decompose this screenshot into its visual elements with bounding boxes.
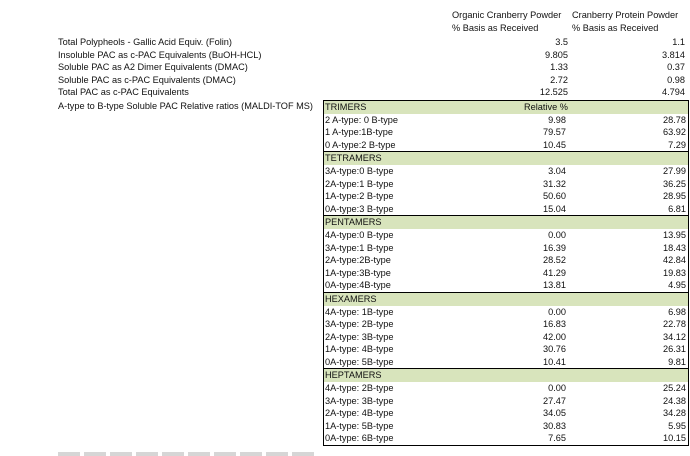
organic-value: 16.83: [543, 319, 566, 330]
organic-value: 2.72: [550, 74, 568, 85]
table-row: [324, 420, 688, 433]
organic-value: 27.47: [543, 395, 566, 406]
table-row: [324, 139, 688, 152]
protein-value: 1.1: [672, 37, 685, 47]
ratio-name: 2 A-type: 0 B-type: [325, 114, 399, 125]
column-header-subtitle: % Basis as Received: [452, 23, 539, 33]
protein-value: 26.31: [663, 344, 686, 355]
protein-value: 34.12: [663, 331, 686, 342]
organic-value: 12.525: [539, 87, 568, 98]
summary-label: Insoluble PAC as c-PAC Equivalents (BuOH-HCL): [58, 49, 262, 60]
ratio-name: 3A-type: 3B-type: [325, 395, 394, 406]
ratio-name: 0 A-type:2 B-type: [325, 139, 396, 150]
table-row: [324, 254, 688, 267]
table-row: [324, 331, 688, 344]
summary-row: [0, 49, 690, 62]
summary-label: Soluble PAC as A2 Dimer Equivalents (DMAC): [58, 62, 248, 73]
summary-label: Total Polypheols - Gallic Acid Equiv. (Folin): [58, 37, 232, 47]
organic-value: 30.76: [543, 344, 566, 355]
organic-value: 42.00: [543, 331, 566, 342]
ratio-name: 1 A-type:1B-type: [325, 127, 393, 138]
ratio-name: 4A-type: 1B-type: [325, 306, 394, 317]
summary-label: Total PAC as c-PAC Equivalents: [58, 87, 189, 98]
ratio-name: 0A-type: 5B-type: [325, 356, 394, 367]
table-row: [324, 306, 688, 319]
ratio-name: 4A-type: 2B-type: [325, 383, 394, 394]
protein-value: 34.28: [663, 408, 686, 419]
organic-value: 41.29: [543, 267, 566, 278]
ratio-name: 4A-type:0 B-type: [325, 229, 394, 240]
protein-value: 4.794: [662, 87, 685, 98]
protein-value: 18.43: [663, 242, 686, 253]
organic-value: 28.52: [543, 255, 566, 266]
organic-value: 31.32: [543, 178, 566, 189]
protein-value: 6.81: [668, 203, 686, 214]
table-row: [324, 242, 688, 255]
ratio-name: 0A-type:4B-type: [325, 280, 391, 291]
organic-value: 3.5: [555, 37, 568, 47]
organic-value: 1.33: [550, 62, 568, 73]
organic-value: 15.04: [543, 203, 566, 214]
protein-value: 27.99: [663, 165, 686, 176]
section-title: TETRAMERS: [325, 153, 382, 164]
protein-value: 6.98: [668, 306, 686, 317]
table-row: [324, 407, 688, 420]
table-row: [324, 318, 688, 331]
protein-value: 7.29: [668, 139, 686, 150]
section-header: [324, 151, 688, 165]
table-row: [324, 229, 688, 242]
summary-label: Soluble PAC as c-PAC Equivalents (DMAC): [58, 74, 236, 85]
ratio-name: 3A-type: 2B-type: [325, 319, 394, 330]
protein-value: 9.81: [668, 356, 686, 367]
protein-value: 25.24: [663, 383, 686, 394]
organic-value: 9.98: [548, 114, 566, 125]
protein-value: 22.78: [663, 319, 686, 330]
protein-value: 36.25: [663, 178, 686, 189]
column-header-title: Organic Cranberry Powder: [452, 10, 562, 20]
protein-value: 63.92: [663, 127, 686, 138]
section-header: [324, 215, 688, 229]
maldi-table: [323, 100, 689, 446]
relative-percent-label: Relative %: [524, 102, 568, 112]
ratio-name: 0A-type:3 B-type: [325, 203, 394, 214]
section-title: PENTAMERS: [325, 217, 382, 228]
organic-value: 30.83: [543, 420, 566, 431]
protein-value: 42.84: [663, 255, 686, 266]
ratio-name: 2A-type: 4B-type: [325, 408, 394, 419]
table-row: [324, 356, 688, 369]
organic-value: 16.39: [543, 242, 566, 253]
section-header: [324, 292, 688, 306]
protein-value: 0.37: [667, 62, 685, 73]
column-header-subtitle: % Basis as Received: [572, 23, 659, 33]
section-title: HEXAMERS: [325, 293, 377, 304]
protein-value: 4.95: [668, 280, 686, 291]
column-header-cranberry-protein: [572, 9, 678, 35]
organic-value: 0.00: [548, 383, 566, 394]
ratio-name: 1A-type: 5B-type: [325, 420, 394, 431]
protein-value: 24.38: [663, 395, 686, 406]
organic-value: 10.45: [543, 139, 566, 150]
organic-value: 10.41: [543, 356, 566, 367]
protein-value: 19.83: [663, 267, 686, 278]
protein-value: 0.98: [667, 74, 685, 85]
organic-value: 13.81: [543, 280, 566, 291]
ratio-name: 2A-type:1 B-type: [325, 178, 394, 189]
protein-value: 10.15: [663, 433, 686, 444]
ratio-name: 3A-type:0 B-type: [325, 165, 394, 176]
column-header-title: Cranberry Protein Powder: [572, 10, 679, 20]
organic-value: 7.65: [548, 433, 566, 444]
ratio-name: 2A-type: 3B-type: [325, 331, 394, 342]
organic-value: 79.57: [543, 127, 566, 138]
section-header: [324, 100, 688, 114]
organic-value: 9.805: [545, 49, 568, 60]
summary-row: [0, 74, 690, 87]
section-header: [324, 368, 688, 382]
organic-value: 50.60: [543, 191, 566, 202]
protein-value: 5.95: [668, 420, 686, 431]
ratio-name: 0A-type: 6B-type: [325, 433, 394, 444]
cutoff-text-row: [58, 450, 318, 456]
table-row: [324, 190, 688, 203]
summary-row: [0, 61, 690, 74]
summary-row: [0, 36, 690, 49]
column-header-organic-cranberry: [452, 9, 561, 35]
table-row: [324, 114, 688, 127]
protein-value: 28.95: [663, 191, 686, 202]
ratio-label: A-type to B-type Soluble PAC Relative ratios (MALDI-TOF MS): [58, 101, 313, 111]
table-row: [324, 432, 688, 446]
protein-value: 13.95: [663, 229, 686, 240]
table-row: [324, 126, 688, 139]
summary-row: [0, 86, 690, 99]
ratio-name: 3A-type:1 B-type: [325, 242, 394, 253]
ratio-name: 1A-type:2 B-type: [325, 191, 394, 202]
table-row: [324, 343, 688, 356]
section-title: HEPTAMERS: [325, 370, 382, 381]
organic-value: 34.05: [543, 408, 566, 419]
ratio-name: 1A-type: 4B-type: [325, 344, 394, 355]
table-row: [324, 382, 688, 395]
ratio-name: 2A-type:2B-type: [325, 255, 391, 266]
table-row: [324, 203, 688, 216]
table-row: [324, 279, 688, 292]
table-row: [324, 165, 688, 178]
protein-value: 28.78: [663, 114, 686, 125]
organic-value: 0.00: [548, 306, 566, 317]
section-title: TRIMERS: [325, 102, 367, 112]
table-row: [324, 395, 688, 408]
organic-value: 3.04: [548, 165, 566, 176]
ratio-name: 1A-type:3B-type: [325, 267, 391, 278]
organic-value: 0.00: [548, 229, 566, 240]
table-row: [324, 178, 688, 191]
protein-value: 3.814: [662, 49, 685, 60]
table-row: [324, 267, 688, 280]
